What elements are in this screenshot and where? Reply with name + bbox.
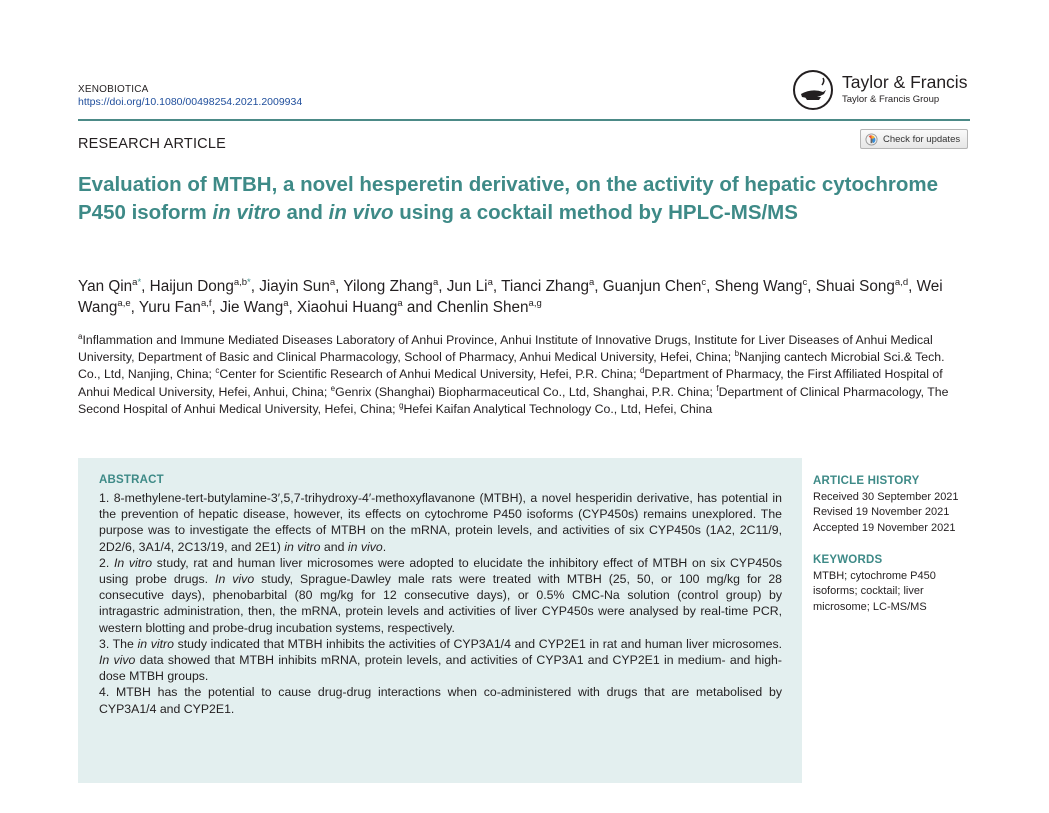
author-affiliation-marker: a,g [528,298,542,309]
author-name: Tianci Zhang [501,278,589,295]
publisher-group: Taylor & Francis Group [842,94,940,105]
affiliation-text: Center for Scientific Research of Anhui Medical University, Hefei, P.R. China; [219,367,640,382]
author-name: Yilong Zhang [343,278,433,295]
author-name: Haijun Dong [149,278,234,295]
author-affiliation-marker: a [432,277,439,288]
author-name: Xiaohui Huang [297,299,398,316]
affiliation-text: Genrix (Shanghai) Biopharmaceutical Co., Ltd, Shanghai, P.R. China; [335,384,717,399]
author-affiliation-marker: a [588,277,595,288]
corresponding-author-marker: * [137,277,142,288]
abstract-paragraph: 4. MTBH has the potential to cause drug-drug interactions when co-administered with drugs that are metabolised by CYP3A1/4 and CYP2E1. [99,685,782,716]
article-title [78,171,958,226]
author-name: Shuai Song [815,278,895,295]
journal-header [78,83,302,109]
abstract-text: study, Sprague-Dawley male rats were treated with MTBH (25, 50, or 100 mg/kg for 28 consecutive days), phenobarbital (80 mg/kg for 12 consecutive days), or 0.5% CMC-Na solution (control group) by intragastric administration, then, the mRNA, protein levels and activities of liver CYP450s were analysed by real-time PCR, western blotting and probe-drug incubation systems, respectively. [99,572,782,635]
abstract-text: study indicated that MTBH inhibits the activities of CYP3A1/4 and CYP2E1 in rat and human liver microsomes. [173,636,783,651]
affiliation-text: Department of Clinical Pharmacology, The Second Hospital of Anhui Medical University, Hefei, China; [78,384,949,416]
abstract-italic: in vitro [284,539,321,554]
article-type: RESEARCH ARTICLE [78,136,226,152]
author-name: Jiayin Sun [259,278,330,295]
abstract-text: and [320,539,348,554]
check-updates-label: Check for updates [883,133,961,145]
abstract-text: study, rat and human liver microsomes were adopted to elucidate the inhibitory effect of MTBH on six CYP450s using probe drugs. [99,555,782,587]
author-name: Jun Li [446,278,488,295]
author-name: Jie Wang [220,299,284,316]
abstract-italic: In vivo [99,653,136,668]
check-updates-icon [865,133,878,146]
author-name: Yan Qin [78,278,133,295]
abstract-text: 3. The [99,636,138,651]
author-affiliation-marker: a [329,277,336,288]
author-affiliation-marker: a [487,277,493,288]
author-affiliation-marker: c [802,277,808,288]
affiliation-marker: a [78,332,83,341]
abstract-heading: ABSTRACT [99,474,164,486]
keywords [813,553,978,615]
affiliation-text: Inflammation and Immune Mediated Diseases Laboratory of Anhui Province, Anhui Institute of Innovative Drugs, Institute for Liver Diseases of Anhui Medical University, Department of Basic and Clinical Pharmacology, School of Pharmacy, Anhui Medical University, Hefei, China; [78,333,933,365]
author-name: Wei Wang [78,278,943,316]
article-history [813,474,978,536]
check-updates-button[interactable] [860,129,968,149]
abstract-paragraph [99,490,782,555]
title-part: using a cocktail method by HPLC-MS/MS [393,200,798,224]
author-conjunction: and [406,299,433,316]
author-affiliation-marker: a,b [233,277,248,288]
history-heading: ARTICLE HISTORY [813,475,920,487]
author-list: Yan Qin$^{a*}$, Haijun Dong$^{a,b*}$, Jiayin Sun$^a$, Yilong Zhang$^a$, Jun Li$^a$, Tianci Zhang$^a$, Guanjun Chen$^c$, Sheng Wang$^c$, Shuai Song$^{a,d}$, Wei Wang$^{a,e}$, Yuru Fan$^{a,f}$, Jie Wang$^a$, Xiaohui Huang$^a$ and Chenlin Shen$^{a,g}$ [78,277,943,316]
corresponding-author-marker: * [247,277,251,288]
title-part: Evaluation of MTBH, a novel hesperetin derivative, on the activity of hepatic cytochrome P450 isoform [78,173,939,224]
abstract-italic: in vivo [347,539,383,554]
affiliation-text: Hefei Kaifan Analytical Technology Co., Ltd, Hefei, China [403,401,713,416]
affiliation-marker: d [639,366,645,376]
author-affiliation-marker: a [132,277,138,288]
author-affiliation-marker: a [283,298,289,309]
header-rule [78,119,970,121]
title-italic: in vivo [328,200,394,224]
author-name: Chenlin Shen [436,299,529,316]
history-revised: Revised 19 November 2021 [813,506,950,518]
affiliation-marker: g [399,400,404,410]
keywords-text: MTBH; cytochrome P450 isoforms; cocktail; liver microsome; LC-MS/MS [813,569,936,613]
history-received: Received 30 September 2021 [813,490,959,503]
lamp-logo-icon [792,70,836,112]
abstract-paragraph [99,555,782,636]
abstract-body [99,490,782,717]
title-part: and [280,200,329,224]
affiliation-marker: e [330,383,336,393]
title-italic: in vitro [212,200,281,224]
abstract-italic: in vitro [137,636,174,651]
abstract-text: data showed that MTBH inhibits mRNA, protein levels, and activities of CYP3A1 and CYP2E1 in medium- and high-dose MTBH groups. [99,653,782,684]
affiliations [78,332,958,418]
affiliation-text: Nanjing cantech Microbial Sci.& Tech. Co., Ltd, Nanjing, China; [78,350,945,382]
abstract-italic: In vitro [113,555,153,570]
abstract-text: . [382,539,387,554]
author-affiliation-marker: c [701,277,707,288]
affiliation-marker: b [734,349,740,359]
abstract-text: 2. [99,555,114,570]
author-name: Sheng Wang [714,278,803,295]
affiliation-text: Department of Pharmacy, the First Affiliated Hospital of Anhui Medical University, Hefei, Anhui, China; [78,367,943,399]
author-affiliation-marker: a,e [117,298,131,309]
abstract-paragraph [99,636,782,685]
author-affiliation-marker: a,f [200,298,212,309]
publisher-name: Taylor & Francis [842,72,968,92]
affiliation-marker: f [716,383,719,393]
author-name: Guanjun Chen [602,278,702,295]
author-affiliation-marker: a,d [894,277,909,288]
publisher-logo[interactable] [792,70,982,112]
keywords-heading: KEYWORDS [813,554,883,566]
affiliation-marker: c [215,366,220,376]
author-name: Yuru Fan [138,299,201,316]
history-accepted: Accepted 19 November 2021 [813,521,956,534]
doi-link[interactable]: https://doi.org/10.1080/00498254.2021.2009934 [78,96,303,108]
author-affiliation-marker: a [397,298,403,309]
abstract-text: 1. 8-methylene-tert-butylamine-3′,5,7-trihydroxy-4′-methoxyflavanone (MTBH), a novel hesperidin derivative, has potential in the prevention of hepatic disease, however, its effects on cytochrome P450 isoforms (CYP450s) remains unexplored. The purpose was to investigate the effects of MTBH on the mRNA, protein levels, and activities of six CYP450s (1A2, 2C11/9, 2D2/6, 3A1/4, 2C13/19, and 2E1) [99,491,782,554]
journal-name: XENOBIOTICA [78,84,149,95]
abstract-italic: In vivo [215,572,255,587]
